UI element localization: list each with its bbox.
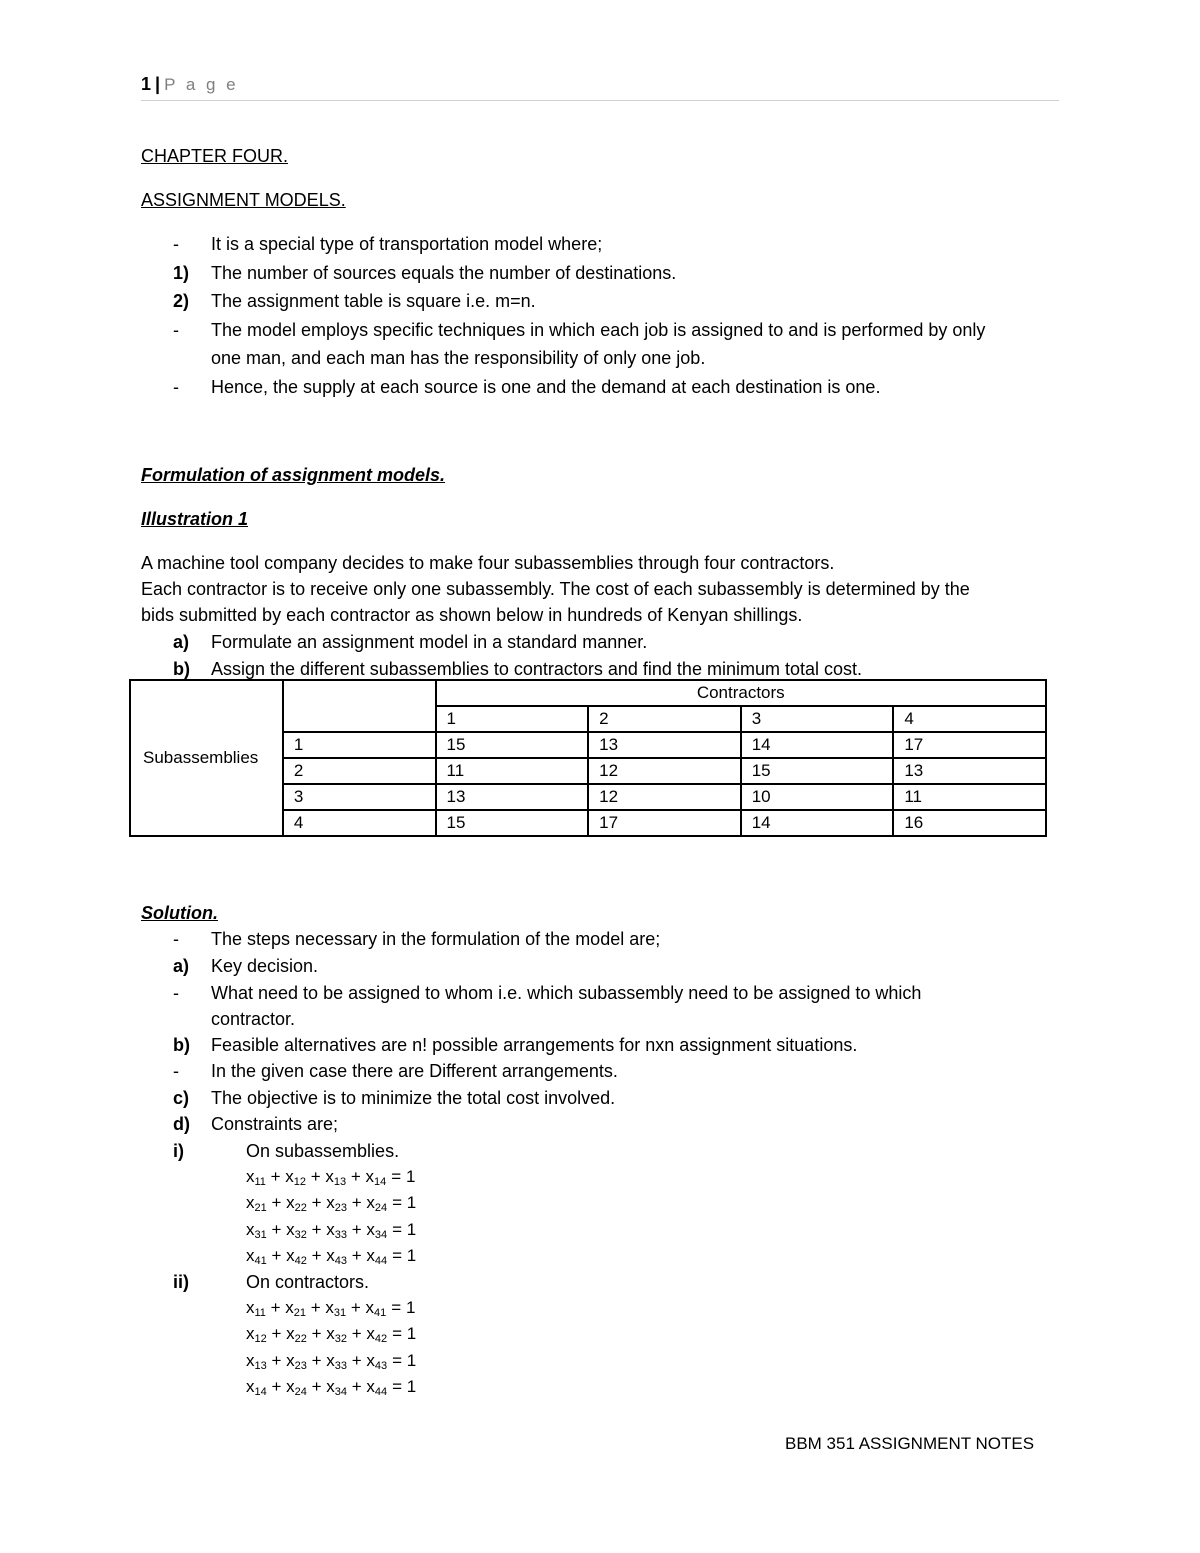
table-cell: 16 (893, 810, 1046, 836)
variable-subscript: 42 (294, 1254, 307, 1267)
list-item-text: The number of sources equals the number of destinations. (211, 263, 677, 283)
task-b-marker: b) (173, 659, 190, 679)
plus-operator: + (265, 1298, 286, 1317)
list-item-text: The steps necessary in the formulation of the model are; (211, 929, 661, 949)
paragraph-line-1: A machine tool company decides to make four subassemblies through four contractors. (141, 553, 835, 573)
variable-symbol: x (286, 1324, 295, 1344)
plus-operator: + (306, 1245, 327, 1265)
list-marker: - (173, 1061, 179, 1081)
list-item-text: In the given case there are Different arrangements. (211, 1061, 618, 1081)
variable-symbol: x (246, 1324, 255, 1344)
plus-operator: + (347, 1376, 367, 1396)
variable-symbol: x (366, 1350, 375, 1370)
page-number: 1 (141, 74, 152, 94)
row-label: 4 (283, 810, 436, 836)
table-cell: 11 (893, 784, 1046, 810)
column-header: 4 (893, 706, 1046, 732)
list-item-text: It is a special type of transportation model where; (211, 234, 603, 254)
constraint-group-title: On contractors. (246, 1272, 370, 1292)
table-cell: 14 (741, 732, 894, 758)
row-label: 3 (283, 784, 436, 810)
plus-operator: + (266, 1350, 287, 1370)
list-item-text: one man, and each man has the responsibility of only one job. (211, 348, 706, 368)
variable-symbol: x (286, 1219, 295, 1239)
variable-symbol: x (246, 1193, 255, 1213)
variable-subscript: 13 (254, 1359, 267, 1372)
variable-symbol: x (286, 1193, 295, 1213)
column-header: 2 (588, 706, 741, 732)
list-marker: - (173, 929, 179, 949)
variable-subscript: 14 (374, 1176, 387, 1188)
table-cell: 15 (436, 732, 589, 758)
table-cell: 17 (893, 732, 1046, 758)
section-title: ASSIGNMENT MODELS. (141, 190, 346, 210)
variable-symbol: x (286, 1350, 295, 1370)
variable-subscript: 12 (293, 1176, 307, 1188)
variable-subscript: 43 (334, 1254, 347, 1267)
variable-symbol: x (326, 1376, 335, 1396)
variable-symbol: x (326, 1193, 335, 1213)
table-cell: 13 (436, 784, 589, 810)
plus-operator: + (266, 1245, 287, 1265)
formulation-heading: Formulation of assignment models. (141, 465, 446, 485)
constraint-equation (246, 1323, 416, 1350)
task-b-text: Assign the different subassemblies to contractors and find the minimum total cost. (211, 659, 862, 679)
list-marker: - (173, 320, 179, 340)
equation-rhs: = 1 (392, 1245, 417, 1265)
plus-operator: + (306, 1167, 326, 1186)
solution-heading: Solution. (141, 903, 218, 923)
constraint-equation (246, 1297, 415, 1324)
list-item-text: Hence, the supply at each source is one and the demand at each destination is one. (211, 377, 881, 397)
variable-subscript: 41 (254, 1254, 267, 1267)
table-cell: 12 (588, 784, 741, 810)
variable-subscript: 21 (293, 1307, 307, 1319)
equation-rhs: = 1 (391, 1298, 416, 1317)
list-marker: - (173, 377, 179, 397)
plus-operator: + (306, 1376, 327, 1396)
list-marker: d) (173, 1114, 190, 1134)
variable-symbol: x (246, 1167, 255, 1186)
variable-subscript: 14 (254, 1385, 267, 1398)
list-item-text: The objective is to minimize the total cost involved. (211, 1088, 616, 1108)
plus-operator: + (346, 1167, 366, 1186)
column-header: 3 (741, 706, 894, 732)
row-group-label: Subassemblies (130, 680, 283, 836)
variable-subscript: 43 (374, 1359, 388, 1372)
table-cell: 10 (741, 784, 894, 810)
variable-symbol: x (246, 1219, 255, 1239)
plus-operator: + (306, 1324, 327, 1344)
variable-subscript: 11 (254, 1307, 266, 1319)
plus-operator: + (266, 1219, 287, 1239)
variable-subscript: 33 (334, 1359, 347, 1372)
page-footer: BBM 351 ASSIGNMENT NOTES (785, 1434, 1035, 1453)
table-cell: 11 (436, 758, 589, 784)
variable-subscript: 24 (374, 1202, 388, 1215)
variable-symbol: x (325, 1298, 334, 1317)
constraint-equation (246, 1376, 416, 1403)
variable-symbol: x (326, 1245, 335, 1265)
equation-rhs: = 1 (392, 1350, 417, 1370)
variable-symbol: x (246, 1298, 255, 1317)
table-cell: 15 (741, 758, 894, 784)
variable-symbol: x (246, 1245, 255, 1265)
list-item-text: Constraints are; (211, 1114, 339, 1134)
plus-operator: + (347, 1245, 367, 1265)
variable-symbol: x (246, 1350, 255, 1370)
table-cell: 14 (741, 810, 894, 836)
equation-rhs: = 1 (392, 1219, 417, 1239)
task-a-marker: a) (173, 632, 190, 652)
variable-subscript: 31 (333, 1307, 347, 1319)
variable-symbol: x (366, 1376, 375, 1396)
plus-operator: + (306, 1298, 326, 1317)
list-marker: a) (173, 956, 190, 976)
variable-symbol: x (285, 1298, 294, 1317)
page-label: P a g e (164, 75, 239, 94)
equation-rhs: = 1 (392, 1193, 417, 1213)
plus-operator: + (266, 1324, 287, 1344)
plus-operator: + (265, 1167, 286, 1186)
constraint-group-marker: ii) (173, 1272, 189, 1292)
chapter-title: CHAPTER FOUR. (141, 146, 289, 166)
variable-subscript: 22 (294, 1333, 307, 1346)
equation-rhs: = 1 (392, 1324, 417, 1344)
variable-subscript: 11 (254, 1176, 266, 1188)
variable-symbol: x (366, 1324, 375, 1344)
table-cell: 12 (588, 758, 741, 784)
table-cell: 17 (588, 810, 741, 836)
table-header-row-1 (130, 680, 1046, 706)
list-item-text: The model employs specific techniques in which each job is assigned to and is performed by only (211, 320, 986, 340)
variable-subscript: 44 (374, 1385, 388, 1398)
variable-subscript: 13 (333, 1176, 347, 1188)
list-marker: c) (173, 1088, 190, 1108)
cost-table (129, 679, 1047, 837)
constraint-group-marker: i) (173, 1141, 184, 1161)
variable-symbol: x (365, 1167, 375, 1186)
plus-operator: + (347, 1324, 367, 1344)
variable-symbol: x (326, 1219, 335, 1239)
variable-subscript: 34 (334, 1385, 347, 1398)
list-marker: - (173, 983, 179, 1003)
plus-operator: + (347, 1219, 367, 1239)
variable-symbol: x (326, 1324, 335, 1344)
variable-subscript: 32 (334, 1333, 347, 1346)
list-item-text: Key decision. (211, 956, 319, 976)
variable-symbol: x (326, 1350, 335, 1370)
table-corner-cell (283, 680, 436, 732)
variable-subscript: 42 (374, 1333, 388, 1346)
page-separator: | (155, 74, 161, 94)
page-header (141, 74, 1059, 101)
variable-subscript: 41 (374, 1307, 387, 1319)
variable-symbol: x (246, 1376, 255, 1396)
variable-subscript: 23 (334, 1202, 347, 1215)
task-a-text: Formulate an assignment model in a standard manner. (211, 632, 648, 652)
plus-operator: + (266, 1193, 287, 1213)
plus-operator: + (346, 1298, 366, 1317)
variable-subscript: 21 (254, 1202, 267, 1215)
illustration-heading: Illustration 1 (141, 509, 249, 529)
equation-rhs: = 1 (392, 1376, 417, 1396)
variable-symbol: x (366, 1193, 375, 1213)
table-cell: 13 (588, 732, 741, 758)
list-marker: b) (173, 1035, 190, 1055)
plus-operator: + (266, 1376, 287, 1396)
constraint-equation (246, 1350, 416, 1377)
plus-operator: + (347, 1350, 367, 1370)
variable-subscript: 34 (374, 1228, 388, 1241)
column-header: 1 (436, 706, 589, 732)
list-item-text: Feasible alternatives are n! possible arrangements for nxn assignment situations. (211, 1035, 858, 1055)
row-label: 1 (283, 732, 436, 758)
constraint-equation (246, 1192, 416, 1219)
plus-operator: + (306, 1350, 327, 1370)
constraint-equation (246, 1245, 416, 1272)
variable-symbol: x (325, 1167, 334, 1186)
variable-subscript: 44 (374, 1254, 388, 1267)
variable-symbol: x (286, 1245, 295, 1265)
constraint-equation (246, 1166, 415, 1193)
list-item-text: What need to be assigned to whom i.e. which subassembly need to be assigned to which (211, 983, 922, 1003)
column-group-label: Contractors (436, 680, 1047, 706)
variable-symbol: x (366, 1245, 375, 1265)
constraint-equation (246, 1219, 416, 1246)
variable-subscript: 12 (254, 1333, 267, 1346)
variable-symbol: x (285, 1167, 294, 1186)
paragraph-line-3: bids submitted by each contractor as shown below in hundreds of Kenyan shillings. (141, 605, 803, 625)
plus-operator: + (306, 1193, 327, 1213)
table-cell: 13 (893, 758, 1046, 784)
plus-operator: + (347, 1193, 367, 1213)
list-marker: - (173, 234, 179, 254)
plus-operator: + (306, 1219, 327, 1239)
list-marker: 1) (173, 263, 190, 283)
variable-subscript: 22 (294, 1202, 307, 1215)
variable-symbol: x (365, 1298, 375, 1317)
paragraph-line-2: Each contractor is to receive only one subassembly. The cost of each subassembly is determined by the (141, 579, 970, 599)
list-item-text: contractor. (211, 1009, 296, 1029)
constraint-group-title: On subassemblies. (246, 1141, 400, 1161)
variable-subscript: 24 (294, 1385, 307, 1398)
variable-symbol: x (286, 1376, 295, 1396)
variable-subscript: 32 (294, 1228, 307, 1241)
row-label: 2 (283, 758, 436, 784)
list-marker: 2) (173, 291, 190, 311)
variable-subscript: 31 (254, 1228, 267, 1241)
equation-rhs: = 1 (391, 1167, 416, 1186)
table-cell: 15 (436, 810, 589, 836)
variable-subscript: 23 (294, 1359, 307, 1372)
variable-symbol: x (366, 1219, 375, 1239)
variable-subscript: 33 (334, 1228, 347, 1241)
list-item-text: The assignment table is square i.e. m=n. (211, 291, 536, 311)
